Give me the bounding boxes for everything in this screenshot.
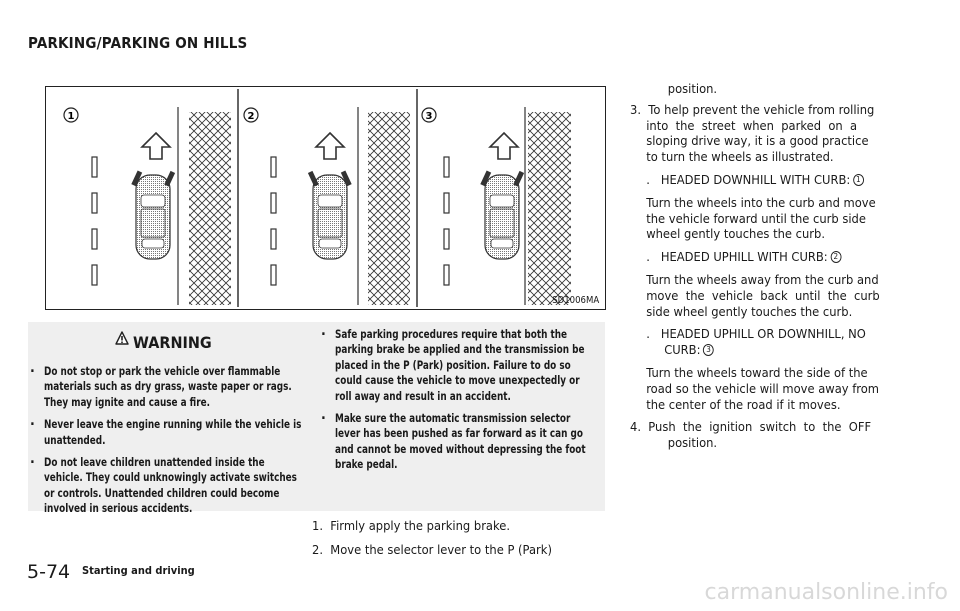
body-text: Turn the wheels away from the curb and (646, 272, 879, 288)
car-icon (131, 170, 175, 259)
body-text: Turn the wheels toward the side of the (646, 365, 868, 381)
lane-dashes (92, 157, 97, 285)
body-text: the center of the road if it moves. (646, 397, 841, 413)
panel-3-label: 3 (425, 111, 433, 122)
panel-2 (244, 89, 417, 307)
page-section-title: PARKING/PARKING ON HILLS (28, 34, 248, 52)
curb-area (368, 112, 410, 305)
lane-dashes (271, 157, 276, 285)
panel-2-label: 2 (247, 111, 255, 122)
warning-item: . Safe parking procedures require that both the parking brake be applied and the transmission be placed in the P (Park) position. Failure to do so could cause the vehicle to move unexpectedly or roll away and result in an accident. (321, 327, 593, 404)
warning-title: WARNING (133, 333, 212, 352)
body-text: the vehicle forward until the curb side (646, 211, 866, 227)
warning-left-column (30, 364, 302, 524)
step-3-line: into the street when parked on a (646, 118, 858, 134)
step-4-line: 4. Push the ignition switch to the OFF (630, 420, 872, 436)
steps-right (630, 82, 930, 452)
step-2: 2. Move the selector lever to the P (Park) (312, 542, 552, 558)
direction-arrow-icon (142, 133, 170, 159)
body-text: side wheel gently touches the curb. (646, 304, 853, 320)
marker-1-icon: 1 (853, 174, 864, 186)
figure-code: SD1006MA (552, 295, 599, 306)
parking-illustration (45, 86, 606, 310)
steps-left (312, 519, 579, 559)
step-1: 1. Firmly apply the parking brake. (312, 519, 510, 534)
warning-item: . Do not stop or park the vehicle over flammable materials such as dry grass, waste paper or rags. They may ignite and cause a fire. (30, 364, 302, 410)
body-text: Turn the wheels into the curb and move (646, 195, 876, 211)
warning-item: . Do not leave children unattended inside the vehicle. They could unknowingly activate switches or controls. Unattended children could become involved in serious accidents. (30, 455, 302, 517)
curb-area (528, 112, 571, 305)
marker-2-icon: 2 (830, 251, 841, 263)
car-icon (308, 170, 352, 259)
bullet-uphill-curb: . HEADED UPHILL WITH CURB: 2 (630, 250, 900, 266)
body-text: move the vehicle back until the curb (646, 288, 880, 304)
panel-1-label: 1 (67, 111, 75, 122)
marker-3-icon: 3 (703, 344, 714, 356)
bullet-no-curb: . HEADED UPHILL OR DOWNHILL, NO (646, 327, 866, 343)
direction-arrow-icon (490, 133, 518, 159)
warning-item: . Never leave the engine running while the vehicle is unattended. (30, 417, 302, 448)
step-3-line: to turn the wheels as illustrated. (646, 150, 834, 166)
warning-right-column (321, 327, 593, 480)
panel-3 (422, 107, 571, 305)
warning-item: . Make sure the automatic transmission selector lever has been pushed as far forward as it can go and cannot be moved without depressing the foot brake pedal. (321, 411, 593, 473)
parking-diagram (46, 87, 605, 309)
bullet-no-curb-cont: CURB: 3 (630, 343, 900, 359)
body-text: road so the vehicle will move away from (646, 381, 880, 397)
warning-icon (115, 331, 129, 345)
step-2-continued: position. (667, 82, 718, 97)
body-text: wheel gently touches the curb. (646, 227, 825, 243)
page-number: 5-74 (27, 561, 71, 583)
footer-section: Starting and driving (82, 564, 195, 577)
watermark: carmanualsonline.info (704, 580, 948, 605)
direction-arrow-icon (316, 133, 344, 159)
step-4-line: position. (667, 436, 718, 452)
panel-1 (64, 89, 238, 307)
lane-dashes (444, 157, 449, 285)
curb-area (189, 112, 231, 305)
step-3-line: 3. To help prevent the vehicle from rolling (630, 102, 875, 118)
bullet-downhill-curb: . HEADED DOWNHILL WITH CURB: 1 (630, 173, 900, 189)
step-3-line: sloping drive way, it is a good practice (646, 134, 869, 150)
car-icon (480, 170, 524, 259)
